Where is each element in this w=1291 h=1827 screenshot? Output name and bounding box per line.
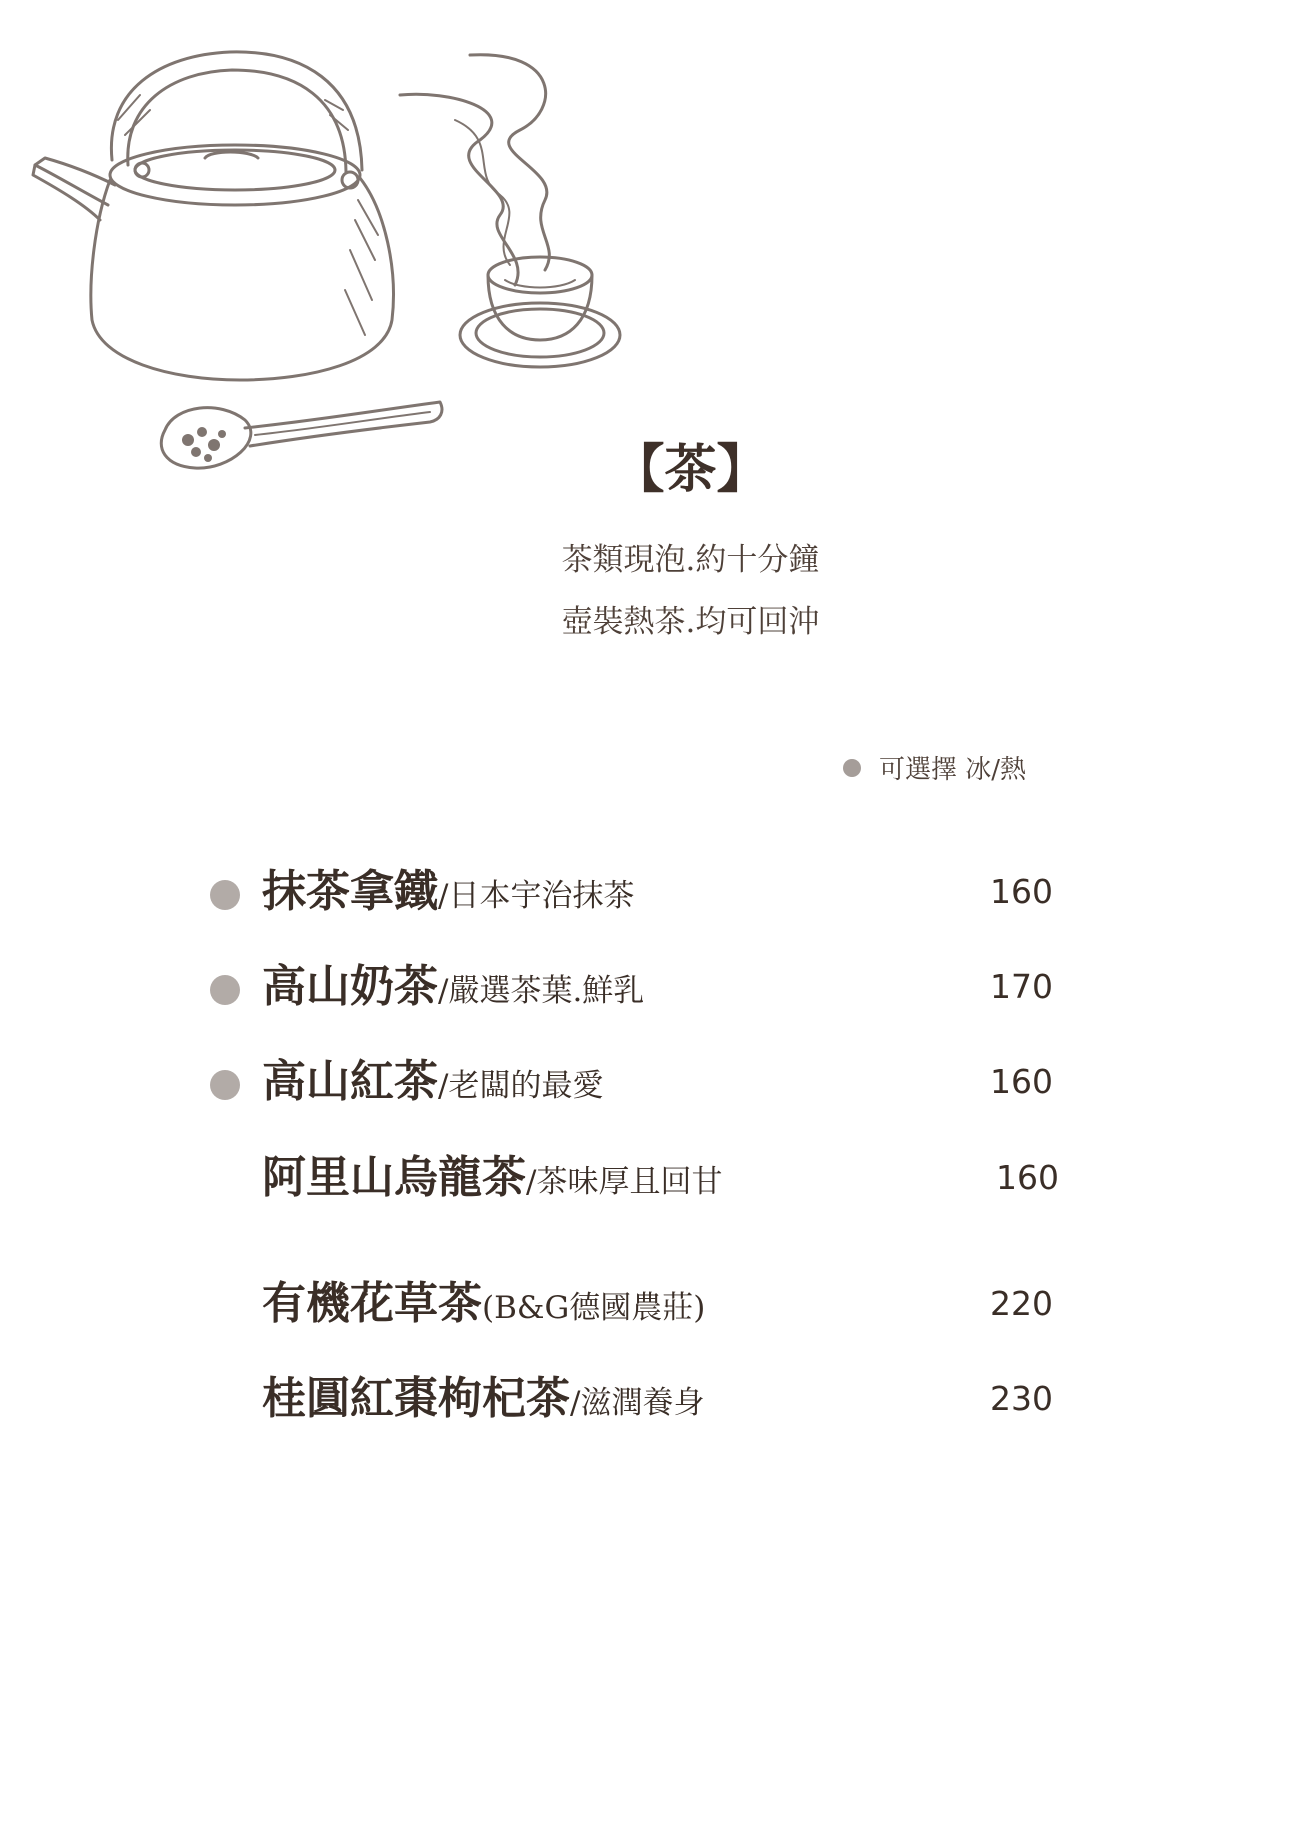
menu-item-price: 220 [990,1284,1053,1323]
menu-item-price: 160 [990,872,1053,911]
legend-dot-icon [843,759,861,777]
menu-item-desc: /日本宇治抹茶 [438,878,635,914]
menu-item-desc: (B&G德國農莊) [482,1290,706,1326]
menu-item [0,1050,1291,1114]
menu-item-name-group [262,860,634,933]
menu-item-price: 170 [990,967,1053,1006]
ice-hot-legend [843,752,1026,788]
ice-hot-dot-icon [210,880,240,910]
menu-item-price: 230 [990,1379,1053,1418]
menu-item-name: 高山紅茶 [262,1056,438,1107]
menu-item [0,1367,1291,1431]
menu-item-name: 阿里山烏龍茶 [262,1152,526,1203]
note-line-1: 茶類現泡.約十分鐘 [561,542,820,578]
menu-item-desc: /老闆的最愛 [438,1068,604,1104]
menu-item-desc: /滋潤養身 [570,1385,705,1421]
page-title: 【茶】 [612,439,769,500]
menu-item-desc: /嚴選茶葉.鮮乳 [438,973,645,1009]
menu-item-desc: /茶味厚且回甘 [526,1164,723,1200]
menu-item-name: 高山奶茶 [262,961,438,1012]
legend-label: 可選擇 冰/熱 [879,755,1027,785]
menu-item [0,1272,1291,1336]
menu-item [0,955,1291,1019]
menu-item-name: 桂圓紅棗枸杞茶 [262,1373,570,1424]
menu-item-price: 160 [990,1062,1053,1101]
menu-item-name-group [262,1146,722,1219]
note-line-2: 壺裝熱茶.均可回沖 [561,604,820,640]
menu-item [0,1146,1291,1210]
ice-hot-dot-icon [210,1070,240,1100]
menu-item-name-group [262,1050,603,1123]
menu-item-name-group [262,1367,704,1440]
menu-item-name: 抹茶拿鐵 [262,866,438,917]
menu-item [0,860,1291,924]
menu-item-name-group [262,955,644,1028]
ice-hot-dot-icon [210,975,240,1005]
menu-item-name-group [262,1272,705,1345]
menu-item-name: 有機花草茶 [262,1278,482,1329]
menu-item-price: 160 [996,1158,1059,1197]
